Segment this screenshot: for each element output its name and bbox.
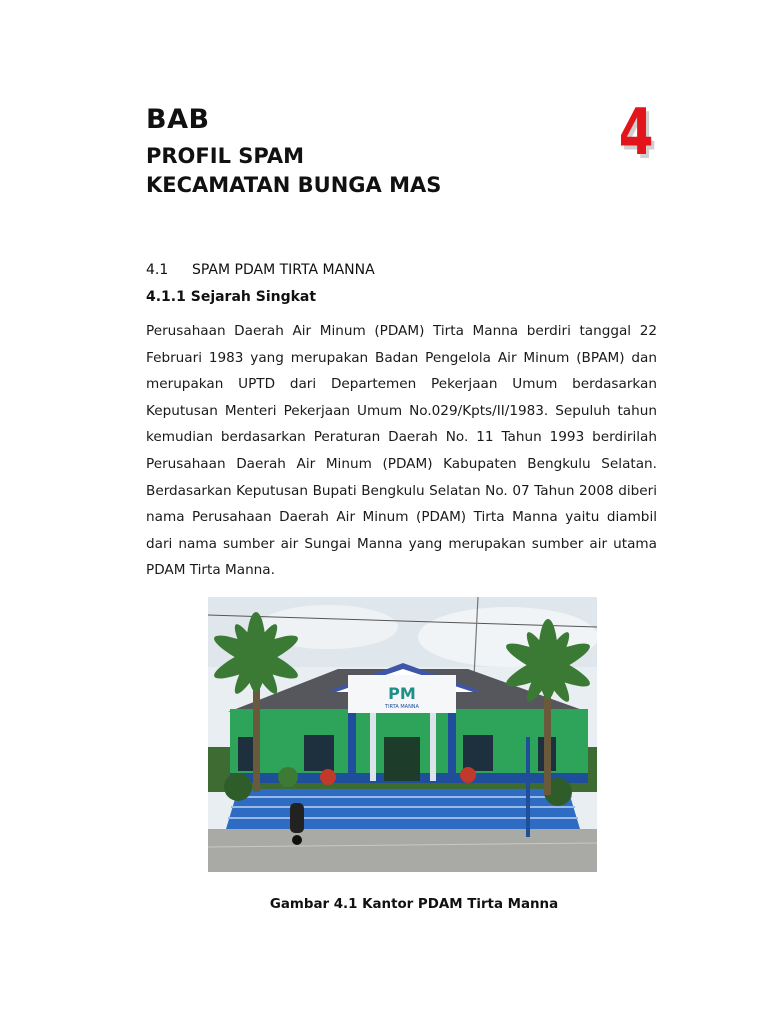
svg-text:PM: PM — [388, 684, 416, 703]
subsection-heading: 4.1.1 Sejarah Singkat — [146, 289, 317, 305]
section-title: SPAM PDAM TIRTA MANNA — [192, 262, 375, 278]
building-sign-text: TIRTA MANNA — [385, 704, 419, 710]
chapter-title-line2: KECAMATAN BUNGA MAS — [146, 173, 442, 197]
figure-caption: Gambar 4.1 Kantor PDAM Tirta Manna — [269, 897, 559, 912]
section-heading — [146, 262, 375, 278]
section-number: 4.1 — [146, 262, 169, 278]
chapter-label: BAB — [146, 104, 210, 135]
office-photo — [208, 597, 597, 872]
chapter-title-line1: PROFIL SPAM — [146, 144, 305, 168]
chapter-number: 4 — [619, 96, 654, 170]
body-paragraph: Perusahaan Daerah Air Minum (PDAM) Tirta Manna berdiri tanggal 22 Februari 1983 yang merupakan Badan Pengelola Air Minum (BPAM) dan merupakan UPTD dari Departemen Pekerjaan Umum berdasarkan Keputusan Menteri Pekerjaan Umum No.029/Kpts/II/1983. Sepuluh tahun kemudian berdasarkan Peraturan Daerah No. 11 Tahun 1993 berdirilah Perusahaan Daerah Air Minum (PDAM) Kabupaten Bengkulu Selatan. Berdasarkan Keputusan Bupati Bengkulu Selatan No. 07 Tahun 2008 diberi nama Perusahaan Daerah Air Minum (PDAM) Tirta Manna yaitu diambil dari nama sumber air Sungai Manna yang merupakan sumber air utama PDAM Tirta Manna. — [146, 323, 657, 579]
